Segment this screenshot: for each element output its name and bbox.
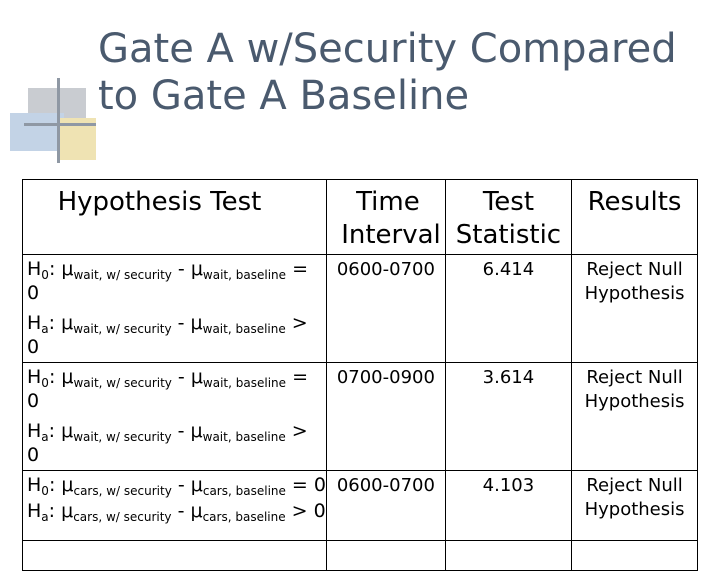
header-hypothesis-test [23,180,327,255]
ornament-block-blue [10,113,64,151]
alternative-hypothesis: $H_a$: $\mu_{cars, w/ security} - \mu_{cars, baseline} > 0$ [27,500,326,524]
slide-title [98,26,708,120]
null-hypothesis: $H_0$: $\mu_{cars, w/ security} - \mu_{cars, baseline} = 0$ [27,474,326,498]
header-time-line1: Time [356,187,420,217]
alternative-hypothesis: $H_a$: $\mu_{wait, w/ security} - \mu_{wait, baseline}$ > [27,420,308,444]
header-time-line2: Interval [341,220,441,250]
time-interval-cell: 0600-0700 [326,255,445,363]
result-cell: Reject Null Hypothesis [572,471,698,541]
alternative-hypothesis: $H_a$: $\mu_{wait, w/ security} - \mu_{wait, baseline}$ > [27,312,308,336]
null-hypothesis: $H_0$: $\mu_{wait, w/ security} - \mu_{wait, baseline}$ = [27,366,308,390]
time-interval-cell: 0700-0900 [326,363,445,471]
alternative-hypothesis-wrap: 0 [27,444,40,466]
alternative-hypothesis-wrap: 0 [27,336,40,358]
table-row [23,471,698,541]
test-statistic-cell: 3.614 [445,363,571,471]
null-hypothesis-wrap: 0 [27,390,40,412]
header-stat-line1: Test [482,187,535,217]
title-line-2: to Gate A Baseline [98,73,470,119]
hypothesis-cell [23,255,327,363]
ornament-horizontal-line [24,123,96,126]
hypothesis-table [22,179,698,571]
header-stat-line2: Statistic [455,220,562,250]
table-row-cutoff [23,541,698,571]
table-header-row [23,180,698,255]
null-hypothesis: $H_0$: $\mu_{wait, w/ security} - \mu_{wait, baseline}$ = [27,258,308,282]
table-row [23,363,698,471]
header-results [572,180,698,255]
title-line-1: Gate A w/Security Compared [98,26,677,72]
result-cell: Reject Null Hypothesis [572,363,698,471]
hypothesis-cell [23,471,327,541]
header-test-statistic [445,180,571,255]
table-row [23,255,698,363]
header-time-interval [326,180,445,255]
result-cell: Reject Null Hypothesis [572,255,698,363]
test-statistic-cell: 4.103 [445,471,571,541]
header-results-label: Results [587,187,682,217]
hypothesis-cell [23,363,327,471]
time-interval-cell: 0600-0700 [326,471,445,541]
test-statistic-cell: 6.414 [445,255,571,363]
header-hypothesis-label: Hypothesis Test [57,187,262,217]
null-hypothesis-wrap: 0 [27,282,40,304]
ornament-vertical-line [57,78,60,163]
